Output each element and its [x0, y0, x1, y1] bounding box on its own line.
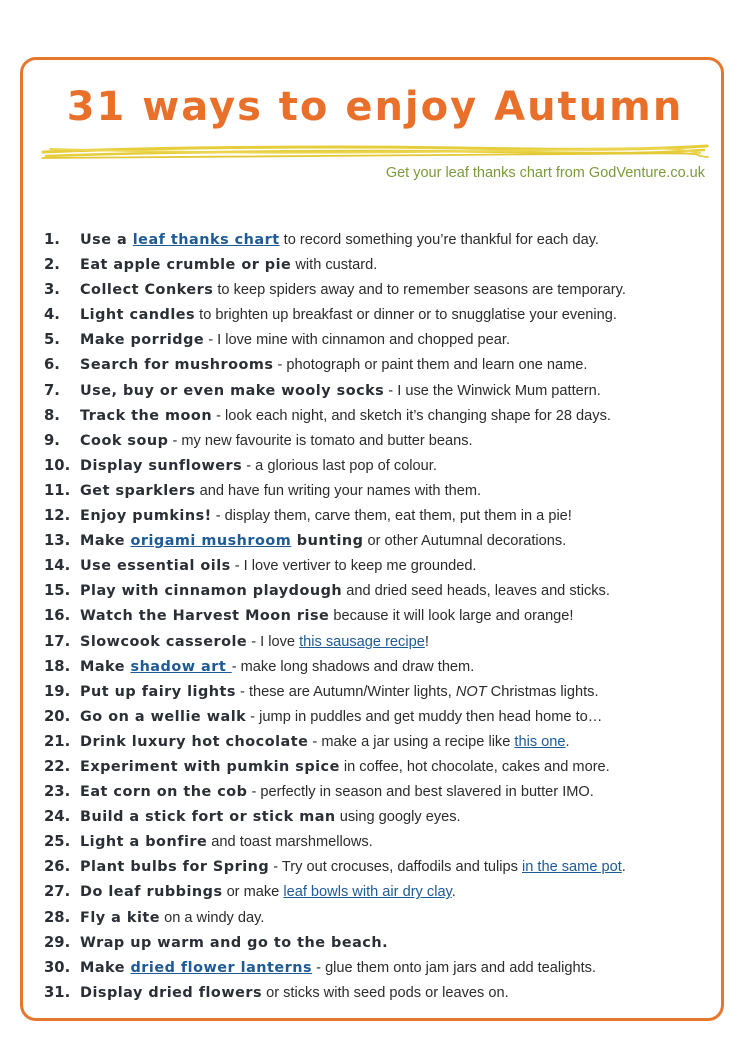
list-item — [44, 302, 724, 327]
item-link[interactable]: this sausage recipe — [299, 633, 425, 650]
item-link[interactable]: shadow art — [130, 658, 232, 675]
item-text: - display them, carve them, eat them, put them in a pie! — [211, 508, 572, 525]
list-item — [44, 980, 724, 1005]
list-item — [44, 930, 724, 955]
item-text: with custard. — [291, 257, 378, 274]
item-highlight: Fly a kite — [80, 909, 161, 926]
item-number: 23. — [44, 783, 71, 801]
item-highlight: Display sunflowers — [80, 457, 243, 474]
item-number: 2. — [44, 256, 60, 274]
item-number: 13. — [44, 532, 71, 550]
item-text: to brighten up breakfast or dinner or to snugglatise your evening. — [195, 307, 617, 324]
ways-list — [44, 227, 724, 1005]
item-highlight: Track the moon — [80, 407, 213, 424]
list-item — [44, 779, 724, 804]
item-text: . — [621, 859, 626, 876]
item-text: or make — [222, 884, 284, 901]
item-highlight: Slowcook casserole — [80, 633, 248, 650]
item-highlight: Use, buy or even make wooly socks — [80, 382, 385, 399]
list-item — [44, 754, 724, 779]
item-text: to keep spiders away and to remember seasons are temporary. — [213, 282, 626, 299]
list-item — [44, 603, 724, 628]
item-number: 1. — [44, 231, 60, 248]
list-item — [44, 578, 724, 603]
item-number: 21. — [44, 732, 71, 750]
item-highlight: Wrap up warm and go to the beach. — [80, 934, 389, 951]
item-highlight: Light candles — [80, 307, 196, 324]
list-item — [44, 955, 724, 980]
item-highlight: Build a stick fort or stick man — [80, 809, 336, 826]
item-number: 10. — [44, 456, 71, 474]
list-item — [44, 553, 724, 578]
list-item — [44, 352, 724, 377]
item-number: 9. — [44, 431, 60, 449]
list-item — [44, 453, 724, 478]
item-text: - glue them onto jam jars and add tealights. — [312, 959, 597, 976]
item-highlight: Display dried flowers — [80, 984, 263, 1001]
item-text: - I love mine with cinnamon and chopped pear. — [204, 332, 511, 349]
item-text: on a windy day. — [160, 909, 265, 926]
item-link[interactable]: dried flower lanterns — [130, 959, 313, 976]
list-item — [44, 227, 724, 252]
item-number: 20. — [44, 707, 71, 725]
item-highlight: bunting — [291, 533, 364, 550]
item-text: or sticks with seed pods or leaves on. — [262, 984, 509, 1001]
item-number: 18. — [44, 657, 71, 675]
item-text: NOT — [455, 683, 487, 700]
list-item — [44, 428, 724, 453]
item-highlight: Enjoy pumkins! — [80, 508, 212, 525]
item-highlight: Go on a wellie walk — [80, 708, 247, 725]
item-text: - look each night, and sketch it’s changing shape for 28 days. — [212, 407, 611, 424]
item-highlight: Light a bonfire — [80, 834, 208, 851]
item-highlight: Make — [80, 959, 131, 976]
item-text: - I love — [247, 633, 300, 650]
list-item — [44, 829, 724, 854]
item-text: and have fun writing your names with them. — [195, 482, 482, 499]
item-highlight: Collect Conkers — [80, 282, 214, 299]
item-number: 28. — [44, 908, 71, 926]
item-text: using googly eyes. — [335, 809, 461, 826]
item-number: 31. — [44, 983, 71, 1001]
list-item — [44, 378, 724, 403]
item-text: Christmas lights. — [486, 683, 599, 700]
title-underline — [40, 138, 710, 168]
item-text: - I love vertiver to keep me grounded. — [230, 558, 477, 575]
item-number: 4. — [44, 306, 60, 324]
list-item — [44, 679, 724, 704]
item-text: - these are Autumn/Winter lights, — [236, 683, 456, 700]
list-item — [44, 654, 724, 679]
item-link[interactable]: origami mushroom — [130, 533, 292, 550]
item-highlight: Use a — [80, 232, 133, 248]
item-highlight: Use essential oils — [80, 558, 231, 575]
item-text: to record something you’re thankful for each day. — [279, 232, 599, 248]
item-text: - perfectly in season and best slavered in butter IMO. — [247, 784, 594, 801]
item-number: 7. — [44, 381, 60, 399]
list-item — [44, 277, 724, 302]
list-item — [44, 905, 724, 930]
item-highlight: Cook soup — [80, 432, 169, 449]
item-highlight: Get sparklers — [80, 482, 196, 499]
item-number: 29. — [44, 933, 71, 951]
item-number: 3. — [44, 281, 60, 299]
item-highlight: Watch the Harvest Moon rise — [80, 608, 330, 625]
item-number: 12. — [44, 507, 71, 525]
item-highlight: Eat apple crumble or pie — [80, 257, 292, 274]
item-number: 22. — [44, 757, 71, 775]
item-highlight: Make — [80, 533, 131, 550]
item-number: 26. — [44, 858, 71, 876]
item-text: - make a jar using a recipe like — [308, 733, 515, 750]
item-text: because it will look large and orange! — [329, 608, 574, 625]
item-text: - photograph or paint them and learn one name. — [273, 357, 588, 374]
item-highlight: Do leaf rubbings — [80, 884, 223, 901]
item-highlight: Make porridge — [80, 332, 205, 349]
page-title: 31 ways to enjoy Autumn — [66, 84, 684, 130]
item-text: and toast marshmellows. — [207, 834, 373, 851]
item-number: 11. — [44, 481, 71, 499]
list-item — [44, 327, 724, 352]
item-highlight: Search for mushrooms — [80, 357, 274, 374]
item-text: - jump in puddles and get muddy then head home to… — [246, 708, 603, 725]
list-item — [44, 503, 724, 528]
item-number: 6. — [44, 356, 60, 374]
item-text: . — [451, 884, 456, 901]
item-highlight: Make — [80, 658, 131, 675]
item-link[interactable]: leaf thanks chart — [132, 232, 280, 248]
item-highlight: Play with cinnamon playdough — [80, 583, 343, 600]
item-highlight: Experiment with pumkin spice — [80, 758, 340, 775]
item-number: 27. — [44, 883, 71, 901]
item-number: 16. — [44, 607, 71, 625]
item-text: ! — [424, 633, 429, 650]
item-text: - a glorious last pop of colour. — [242, 457, 437, 474]
list-item — [44, 804, 724, 829]
item-number: 25. — [44, 833, 71, 851]
list-item — [44, 252, 724, 277]
item-highlight: Plant bulbs for Spring — [80, 859, 270, 876]
item-number: 24. — [44, 808, 71, 826]
item-text: - make long shadows and draw them. — [231, 658, 475, 675]
list-item — [44, 478, 724, 503]
item-text: - I use the Winwick Mum pattern. — [384, 382, 601, 399]
item-link[interactable]: in the same pot — [522, 859, 622, 876]
item-number: 8. — [44, 406, 60, 424]
list-item — [44, 528, 724, 553]
item-text: . — [565, 733, 570, 750]
list-item — [44, 729, 724, 754]
item-number: 19. — [44, 682, 71, 700]
item-number: 5. — [44, 331, 60, 349]
item-link[interactable]: this one — [514, 733, 566, 750]
item-number: 30. — [44, 958, 71, 976]
item-text: or other Autumnal decorations. — [363, 533, 567, 550]
item-highlight: Eat corn on the cob — [80, 784, 248, 801]
item-text: - my new favourite is tomato and butter beans. — [168, 432, 473, 449]
list-item — [44, 879, 724, 904]
list-item — [44, 403, 724, 428]
item-text: - Try out crocuses, daffodils and tulips — [269, 859, 522, 876]
item-number: 17. — [44, 632, 71, 650]
list-item — [44, 629, 724, 654]
item-text: in coffee, hot chocolate, cakes and more. — [339, 758, 610, 775]
item-number: 14. — [44, 557, 71, 575]
item-number: 15. — [44, 582, 71, 600]
item-link[interactable]: leaf bowls with air dry clay — [283, 884, 452, 901]
item-highlight: Put up fairy lights — [80, 683, 236, 700]
item-highlight: Drink luxury hot chocolate — [80, 733, 309, 750]
list-item — [44, 704, 724, 729]
list-item — [44, 854, 724, 879]
item-text: and dried seed heads, leaves and sticks. — [342, 583, 610, 600]
credit-line: Get your leaf thanks chart from GodVenture.co.uk — [385, 165, 705, 181]
